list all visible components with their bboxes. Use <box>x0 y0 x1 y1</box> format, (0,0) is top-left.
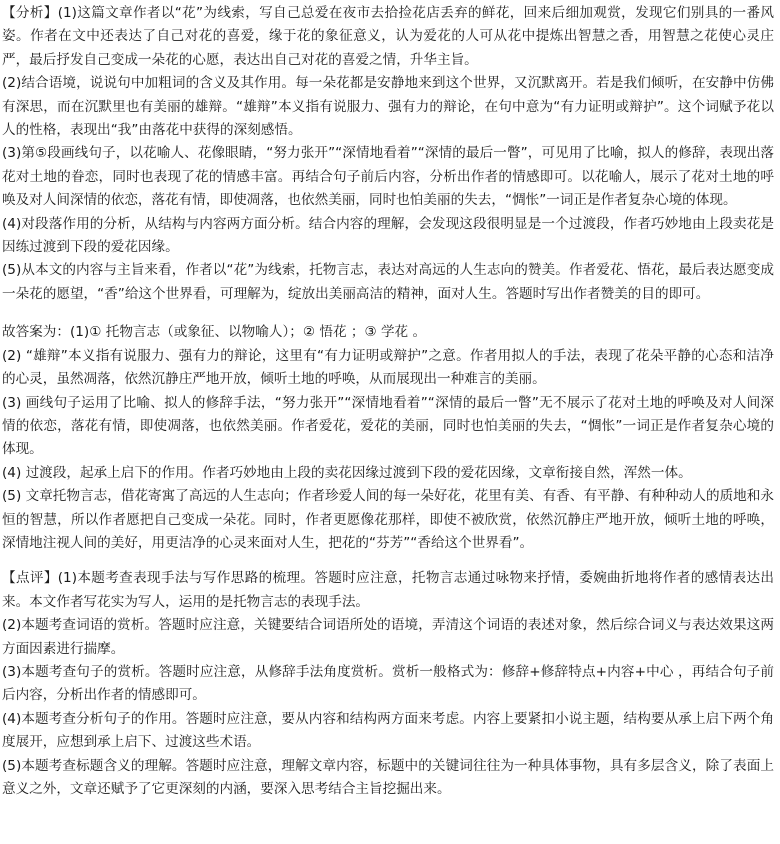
comment-item-4: (4)本题考查分析句子的作用。答题时应注意，要从内容和结构两方面来考虑。内容上要紧扣小说主题，结构要从承上启下两个角度展开，应想到承上启下、过渡这些术语。 <box>2 710 774 751</box>
answers-section <box>2 321 774 555</box>
answer-item-2: (2) “雄辩”本义指有说服力、强有力的辩论，这里有“有力证明或辩护”之意。作者用拟人的手法，表现了花朵平静的心态和洁净的心灵，虽然凋落，依然沉静庄严地开放，倾听土地的呼唤，从而展现出一种难言的美丽。 <box>2 347 774 388</box>
comments-section <box>2 567 774 801</box>
analysis-section <box>2 2 774 306</box>
answer-item-4: (4) 过渡段，起承上启下的作用。作者巧妙地由上段的卖花因缘过渡到下段的爱花因缘，文章衔接自然，浑然一体。 <box>2 464 692 481</box>
analysis-item-2: (2)结合语境，说说句中加粗词的含义及其作用。每一朵花都是安静地来到这个世界，又沉默离开。若是我们倾听，在安静中仿佛有深思，而在沉默里也有美丽的雄辩。“雄辩”本义指有说服力、强有力的辩论，在句中意为“有力证明或辩护”。这个词赋予花以人的性格，表现出“我”由落花中获得的深刻感悟。 <box>2 75 774 139</box>
answer-item-3: (3) 画线句子运用了比喻、拟人的修辞手法，“努力张开”“深情地看着”“深情的最后一瞥”无不展示了花对土地的呼唤及对人间深情的依恋，落花有情，即使凋落，也依然美丽。作者爱花，爱花的美丽，同时也怕美丽的失去，“惆怅”一词正是作者复杂心境的体现。 <box>2 394 774 458</box>
analysis-item-1: 【分析】(1)这篇文章作者以“花”为线索，写自己总爱在夜市去拾捡花店丢弃的鲜花，回来后细加观赏，发现它们别具的一番风姿。作者在文中还表达了自己对花的喜爱，缘于花的象征意义，认为爱花的人可从花中提炼出智慧之香，用智慧之花使心灵庄严，最后抒发自己变成一朵花的心愿，表达出自己对花的喜爱之情，升华主旨。 <box>2 5 774 68</box>
comment-item-1: 【点评】(1)本题考查表现手法与写作思路的梳理。答题时应注意，托物言志通过咏物来抒情，委婉曲折地将作者的感情表达出来。本文作者写花实为写人，运用的是托物言志的表现手法。 <box>2 570 774 610</box>
answer-summary: 故答案为：(1)① 托物言志（或象征、以物喻人）；② 悟花 ；③ 学花 。 <box>2 324 427 341</box>
analysis-item-4: (4)对段落作用的分析，从结构与内容两方面分析。结合内容的理解，会发现这段很明显是一个过渡段，作者巧妙地由上段卖花是因练过渡到下段的爱花因缘。 <box>2 215 774 256</box>
analysis-item-3: (3)第⑤段画线句子，以花喻人、花像眼睛，“努力张开”“深情地看着”“深情的最后一瞥”，可见用了比喻，拟人的修辞，表现出落花对土地的眷恋，同时也表现了花的情感丰富。再结合句子前后内容，分析出作者的情感即可。以花喻人，展示了花对土地的呼唤及对人间深情的依恋，落花有情，即使凋落，也依然美丽，同时也怕美丽的失去，“惆怅”一词正是作者复杂心境的体现。 <box>2 145 774 209</box>
section-spacer <box>2 555 774 567</box>
comment-item-2: (2)本题考查词语的赏析。答题时应注意，关键要结合词语所处的语境，弄清这个词语的表述对象，然后综合词义与表达效果这两方面因素进行揣摩。 <box>2 617 774 657</box>
answer-item-5: (5) 文章托物言志，借花寄寓了高远的人生志向；作者珍爱人间的每一朵好花，花里有美、有香、有平静、有种种动人的质地和永恒的智慧，所以作者愿把自己变成一朵花。同时，作者更愿像花那样，即使不被欣赏，依然沉静庄严地开放，倾听土地的呼唤，深情地注视人间的美好，用更洁净的心灵来面对人生，把花的“芬芳”“香给这个世界看”。 <box>2 488 774 551</box>
comment-item-3: (3)本题考查句子的赏析。答题时应注意，从修辞手法角度赏析。赏析一般格式为：修辞+修辞特点+内容+中心 ，再结合句子前后内容，分析出作者的情感即可。 <box>2 663 774 704</box>
analysis-item-5: (5)从本文的内容与主旨来看，作者以“花”为线索，托物言志，表达对高远的人生志向的赞美。作者爱花、悟花，最后表达愿变成一朵花的愿望，“香”给这个世界看，可理解为，绽放出美丽高洁的精神，面对人生。答题时写出作者赞美的目的即可。 <box>2 262 774 302</box>
comment-item-5: (5)本题考查标题含义的理解。答题时应注意，理解文章内容，标题中的关键词往往为一种具体事物，具有多层含义，除了表面上意义之外，文章还赋予了它更深刻的内涵，要深入思考结合主旨挖掘出来。 <box>2 757 774 797</box>
section-spacer <box>2 306 774 321</box>
